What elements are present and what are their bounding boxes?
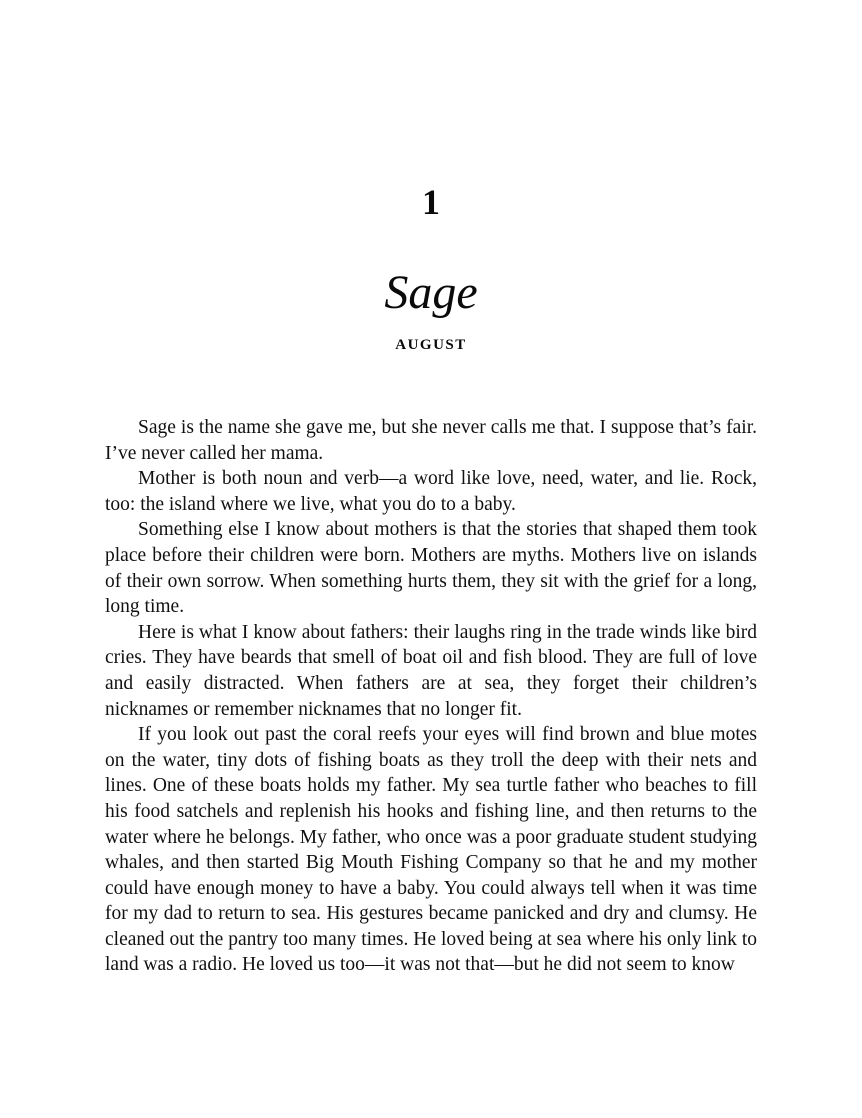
- body-text: [105, 415, 757, 978]
- paragraph: If you look out past the coral reefs your eyes will find brown and blue motes on the water, tiny dots of fishing boats as they troll the deep with their nets and lines. One of these boats holds my father. My sea turtle father who beaches to fill his food satchels and replenish his hooks and fishing line, and then returns to the water where he belongs. My father, who once was a poor graduate student studying whales, and then started Big Mouth Fishing Company so that he and my mother could have enough money to have a baby. You could always tell when it was time for my dad to return to sea. His gestures became panicked and dry and clumsy. He cleaned out the pantry too many times. He loved being at sea where his only link to land was a radio. He loved us too—it was not that—but he did not seem to know: [105, 724, 757, 976]
- chapter-title: Sage: [384, 266, 478, 319]
- paragraph: Something else I know about mothers is that the stories that shaped them took place before their children were born. Mothers are myths. Mothers live on islands of their own sorrow. When something hurts them, they sit with the grief for a long, long time.: [105, 519, 757, 618]
- chapter-number: 1: [422, 182, 440, 222]
- chapter-subtitle: AUGUST: [395, 337, 467, 353]
- paragraph: Sage is the name she gave me, but she never calls me that. I suppose that’s fair. I’ve never called her mama.: [105, 417, 757, 464]
- paragraph: Here is what I know about fathers: their laughs ring in the trade winds like bird cries. They have beards that smell of boat oil and fish blood. They are full of love and easily distracted. When fathers are at sea, they forget their children’s nicknames or remember nicknames that no longer fit.: [105, 621, 757, 720]
- paragraph: Mother is both noun and verb—a word like love, need, water, and lie. Rock, too: the island where we live, what you do to a baby.: [105, 468, 757, 515]
